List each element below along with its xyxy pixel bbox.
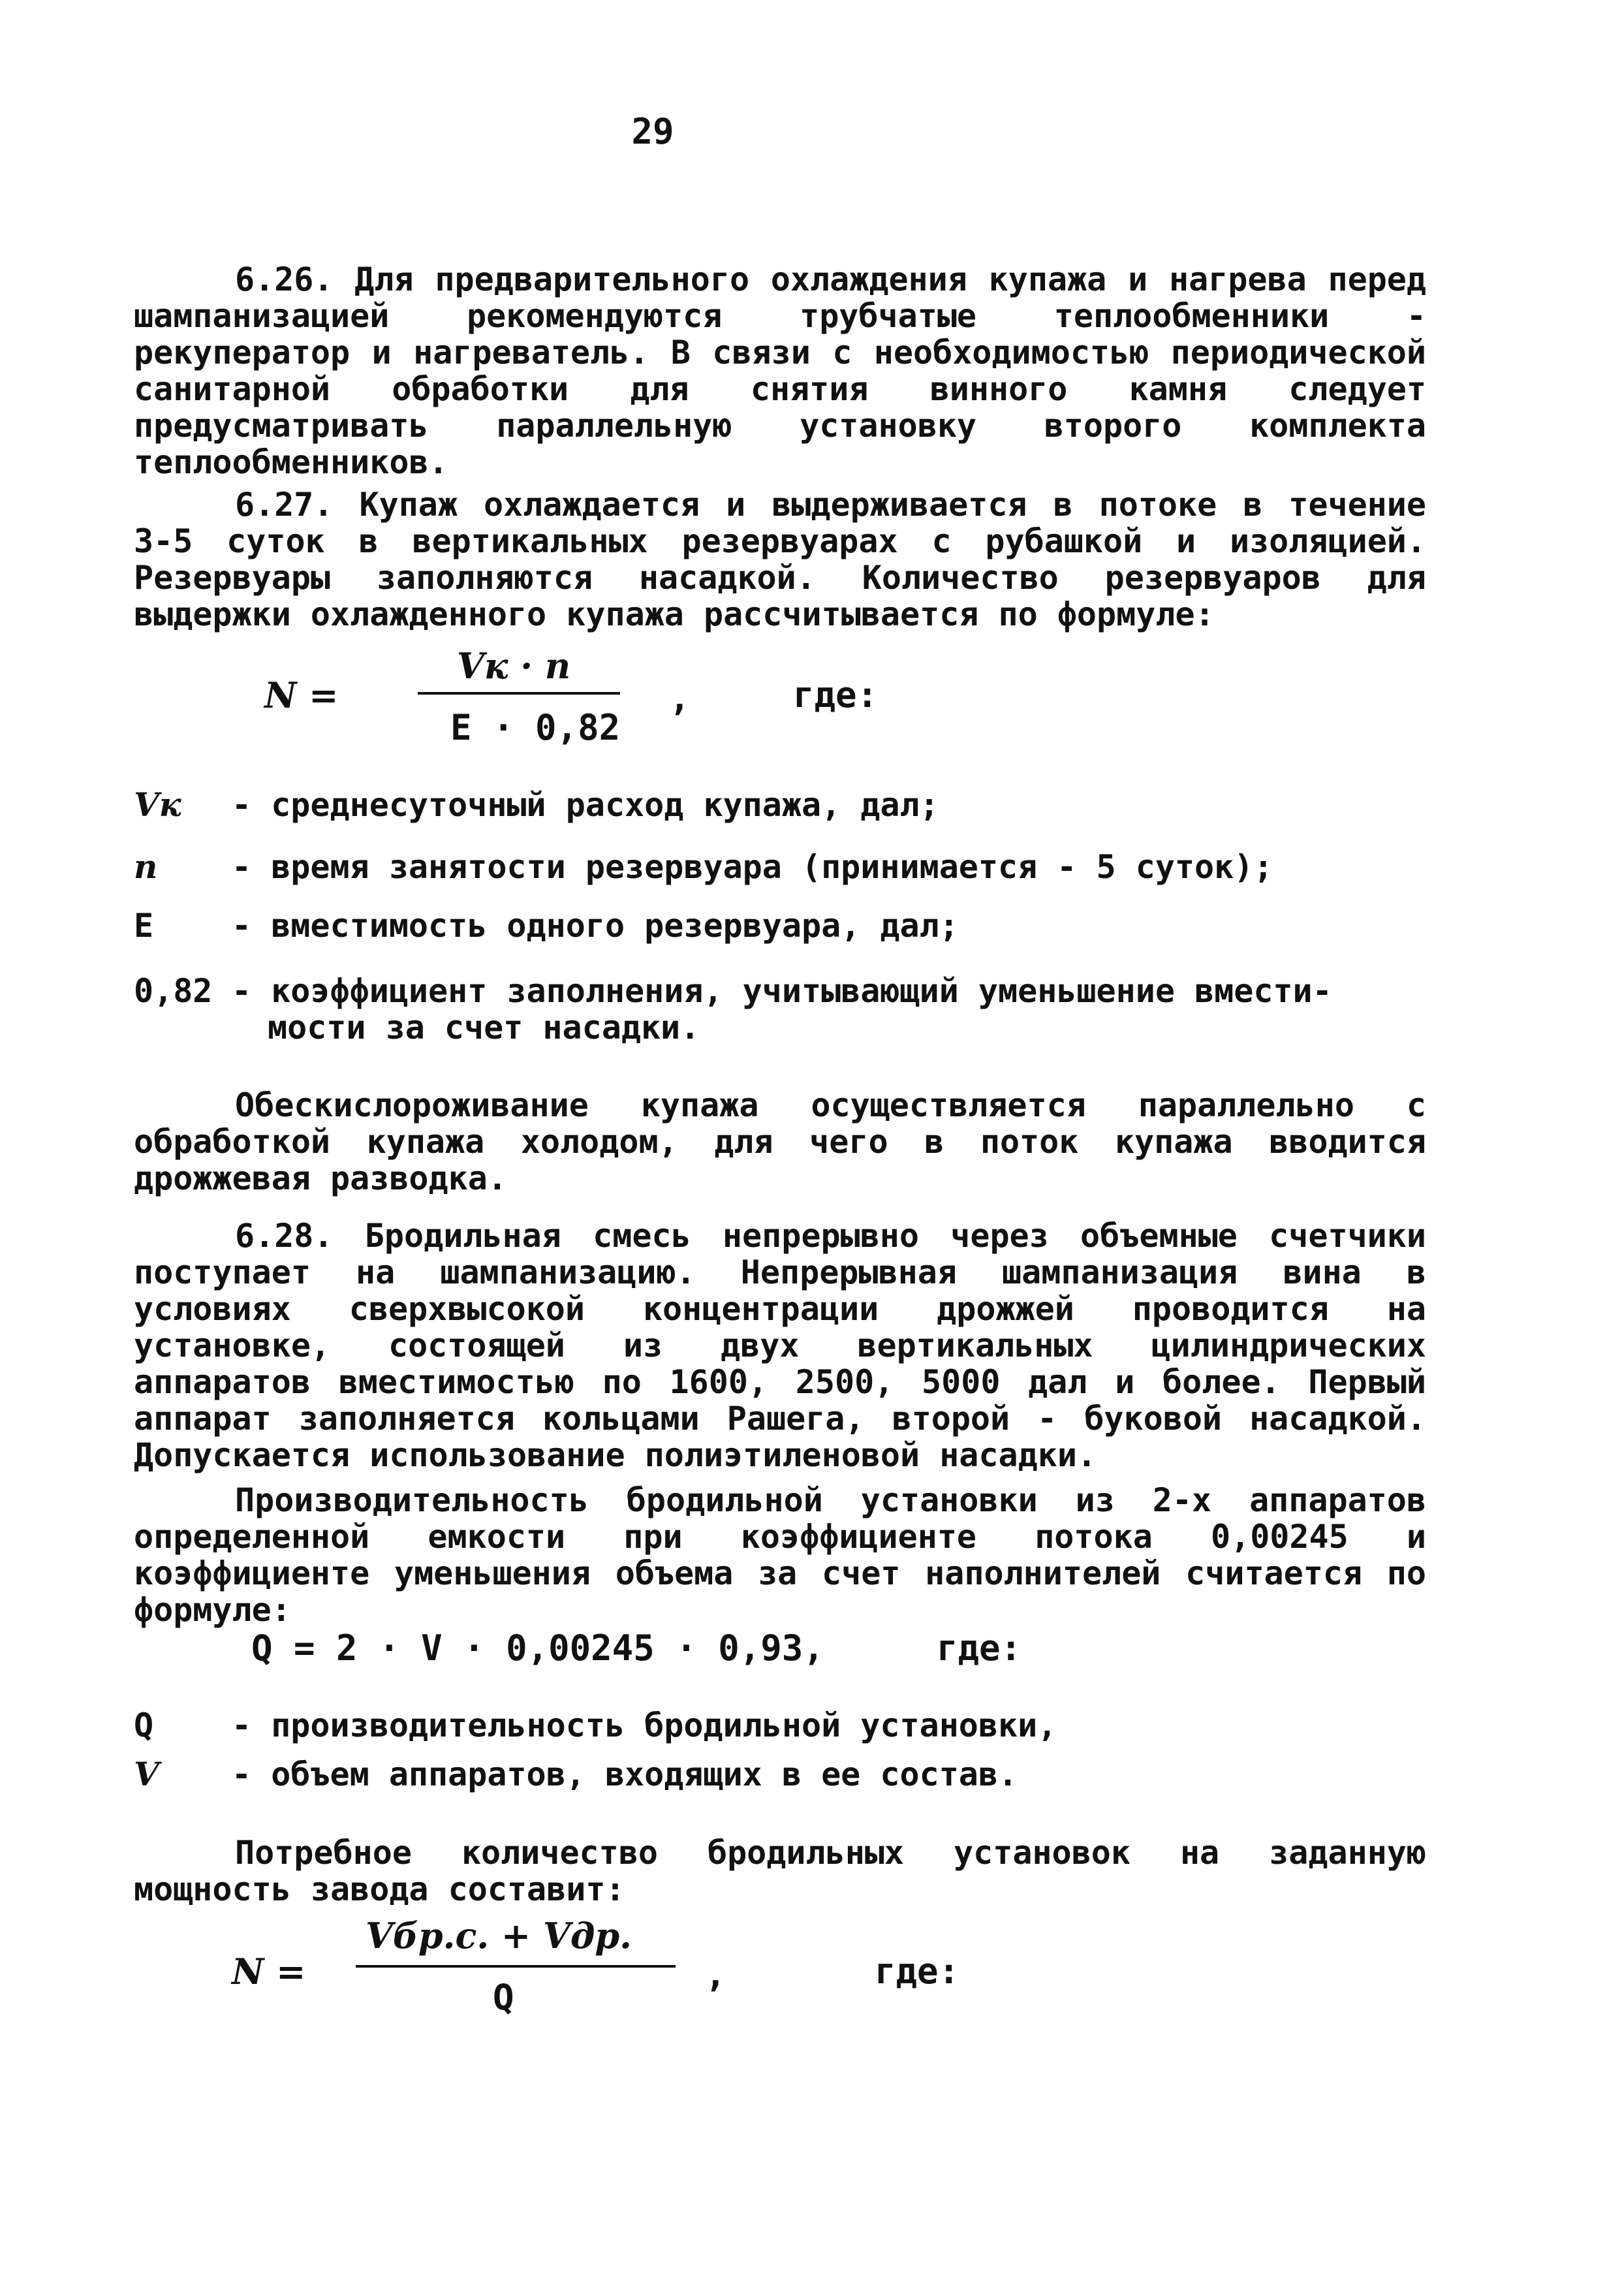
definition-n <box>134 849 1426 885</box>
definition-symbol: Е <box>134 907 154 945</box>
formula-2-where: где: <box>937 1628 1022 1669</box>
paragraph-required-quantity: Потребное количество бродильных установок на заданную мощность завода составит: <box>134 1834 1426 1908</box>
formula-3-where: где: <box>875 1951 960 1992</box>
formula-1-comma: , <box>669 678 691 719</box>
formula-1-where: где: <box>793 674 879 716</box>
formula-1-lhs: N = <box>264 674 339 716</box>
formula-2-expression: Q = 2 · V · 0,00245 · 0,93, <box>251 1628 824 1669</box>
definition-text: - объем аппаратов, входящих в ее состав. <box>232 1755 1018 1793</box>
definition-text: - время занятости резервуара (принимается - 5 суток); <box>232 848 1273 886</box>
formula-3-fraction-bar <box>356 1965 676 1968</box>
definition-symbol: Q <box>134 1706 154 1744</box>
page-number: 29 <box>631 111 674 152</box>
definition-coefficient <box>134 973 1426 1009</box>
definition-coefficient-continuation: мости за счет насадки. <box>268 1009 700 1046</box>
paragraph-6-27: 6.27. Купаж охлаждается и выдерживается в потоке в течение 3-5 суток в вертикальных резервуарах с рубашкой и изоляцией. Резервуары заполняются насадкой. Количество резервуаров для выдержки охлажденного купажа рассчитывается по формуле: <box>134 486 1426 633</box>
definition-vk <box>134 787 1426 823</box>
paragraph-6-28: 6.28. Бродильная смесь непрерывно через объемные счетчики поступает на шампанизацию. Непрерывная шампанизация вина в условиях сверхвысокой концентрации дрожжей проводится на установке, состоящей из двух вертикальных цилиндрических аппаратов вместимостью по 1600, 2500, 5000 дал и более. Первый аппарат заполняется кольцами Рашега, второй - буковой насадкой. Допускается использование полиэтиленовой насадки. <box>134 1217 1426 1474</box>
definition-text: - среднесуточный расход купажа, дал; <box>232 786 939 824</box>
definition-q <box>134 1707 1426 1744</box>
definition-symbol: 0,82 <box>134 972 213 1010</box>
definition-text: - вместимость одного резервуара, дал; <box>232 907 959 945</box>
formula-1-numerator: Vк · n <box>457 645 571 687</box>
definition-symbol: n <box>134 847 158 886</box>
definition-text: - производительность бродильной установки, <box>232 1706 1057 1744</box>
formula-1-fraction-bar <box>418 692 620 695</box>
paragraph-productivity: Производительность бродильной установки из 2-х аппаратов определенной емкости при коэффициенте потока 0,00245 и коэффициенте уменьшения объема за счет наполнителей считается по формуле: <box>134 1481 1426 1629</box>
formula-1-denominator: Е · 0,82 <box>450 707 621 748</box>
definition-text: - коэффициент заполнения, учитывающий уменьшение вмести- <box>232 972 1332 1010</box>
definition-symbol: V <box>134 1755 159 1793</box>
paragraph-6-26: 6.26. Для предварительного охлаждения купажа и нагрева перед шампанизацией рекомендуются трубчатые теплообменники - рекуператор и нагреватель. В связи с необходимостью периодической санитарной обработки для снятия винного камня следует предусматривать параллельную установку второго комплекта теплообменников. <box>134 260 1426 481</box>
paragraph-deoxygenation: Обескислороживание купажа осуществляется параллельно с обработкой купажа холодом, для чего в поток купажа вводится дрожжевая разводка. <box>134 1086 1426 1197</box>
definition-symbol: Vк <box>134 785 181 824</box>
formula-3-denominator: Q <box>493 1977 514 2018</box>
formula-3-lhs: N = <box>232 1951 306 1992</box>
definition-e <box>134 907 1426 944</box>
definition-v <box>134 1756 1426 1793</box>
formula-3-comma: , <box>705 1954 726 1995</box>
formula-3-numerator: Vбр.с. + Vдр. <box>366 1915 632 1957</box>
